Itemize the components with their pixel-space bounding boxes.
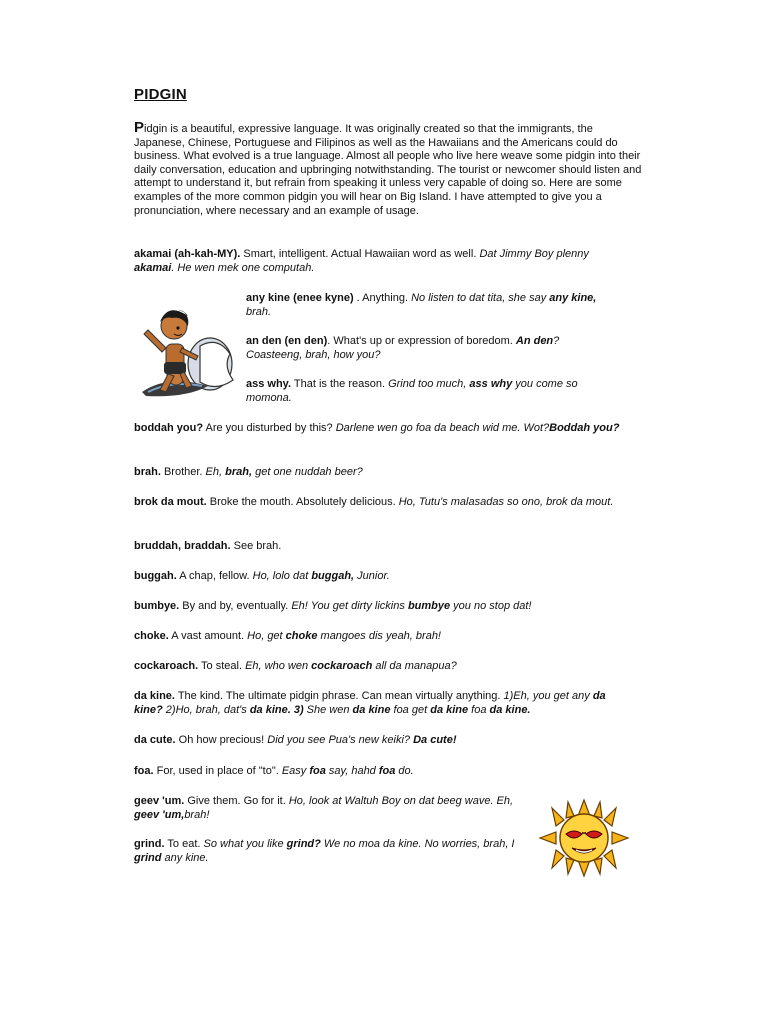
entry-choke: choke. A vast amount. Ho, get choke mangoes dis yeah, brah! (134, 630, 441, 642)
entry-an-den: an den (en den). What's up or expression of boredom. An den? Coasteeng, brah, how you? (246, 335, 560, 361)
sun-with-sunglasses-icon (536, 798, 632, 878)
entry-any-kine: any kine (enee kyne) . Anything. No listen to dat tita, she say any kine, brah. (246, 292, 597, 318)
entry-brah: brah. Brother. Eh, brah, get one nuddah beer? (134, 466, 363, 478)
page-title: PIDGIN (134, 86, 187, 103)
entry-cockaroach: cockaroach. To steal. Eh, who wen cockaroach all da manapua? (134, 660, 457, 672)
intro-paragraph (134, 121, 644, 218)
entry-bumbye: bumbye. By and by, eventually. Eh! You get dirty lickins bumbye you no stop dat! (134, 600, 532, 612)
entry-grind: grind. To eat. So what you like grind? We no moa da kine. No worries, brah, I grind any kine. (134, 838, 515, 864)
entry-brok-da-mout: brok da mout. Broke the mouth. Absolutely delicious. Ho, Tutu's malasadas so ono, brok da mout. (134, 496, 614, 508)
entry-boddah-you: boddah you? Are you disturbed by this? Darlene wen go foa da beach wid me. Wot?Boddah you? (134, 422, 620, 434)
entry-akamai: akamai (ah-kah-MY). Smart, intelligent. Actual Hawaiian word as well. Dat Jimmy Boy plenny akamai. He wen mek one computah. (134, 248, 589, 274)
entry-geev-um: geev 'um. Give them. Go for it. Ho, look at Waltuh Boy on dat beeg wave. Eh, geev 'um,brah! (134, 795, 514, 821)
surfer-cartoon-icon (138, 296, 243, 400)
intro-dropcap: P (134, 119, 145, 136)
entry-da-kine: da kine. The kind. The ultimate pidgin phrase. Can mean virtually anything. 1)Eh, you get any da kine? 2)Ho, brah, dat's da kine. 3) She wen da kine foa get da kine foa da kine. (134, 690, 606, 716)
entry-bruddah: bruddah, braddah. See brah. (134, 540, 282, 552)
entry-da-cute: da cute. Oh how precious! Did you see Pua's new keiki? Da cute! (134, 734, 457, 746)
entry-foa: foa. For, used in place of "to". Easy foa say, hahd foa do. (134, 765, 414, 777)
entry-buggah: buggah. A chap, fellow. Ho, lolo dat buggah, Junior. (134, 570, 390, 582)
intro-text: idgin is a beautiful, expressive language. It was originally created so that the immigrants, the Japanese, Chinese, Portuguese and Filipinos as well as the Hawaiians and the Americans could do business. What evolved is a true language. Almost all people who live here weave some pidgin into their daily conversation, education and upbringing notwithstanding. The tourist or newcomer should listen and attempt to understand it, but refrain from speaking it unless very capable of doing so. Here are some examples of the more common pidgin you will hear on Big Island. I have attempted to give you a pronunciation, where necessary and an example of usage. (134, 123, 642, 217)
entry-ass-why: ass why. That is the reason. Grind too much, ass why you come so momona. (246, 378, 578, 404)
